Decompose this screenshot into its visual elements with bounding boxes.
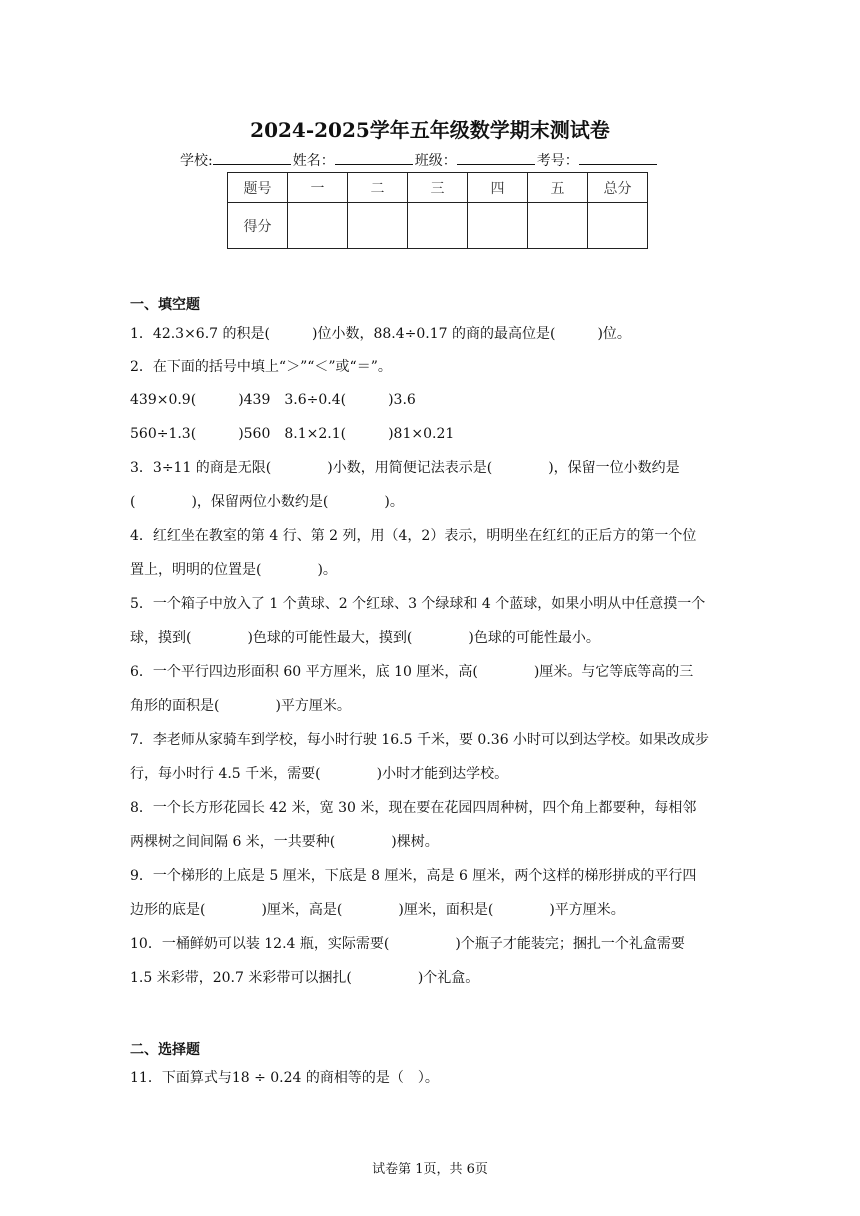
question-line bbox=[130, 797, 730, 817]
question-line bbox=[130, 323, 730, 343]
question-text: )，保留两位小数约是( bbox=[191, 494, 329, 510]
score-header-cell: 题号 bbox=[228, 173, 288, 203]
question-text: 9．一个梯形的上底是 5 厘米，下底是 8 厘米，高是 6 厘米，两个这样的梯形拼成的平行四 bbox=[130, 868, 697, 884]
student-info-line bbox=[180, 150, 700, 170]
score-table-score-row bbox=[228, 203, 648, 249]
question-text: )色球的可能性最小。 bbox=[468, 630, 600, 646]
question-text: 置上，明明的位置是( bbox=[130, 562, 262, 578]
question-text: 球，摸到( bbox=[130, 630, 192, 646]
question-line bbox=[130, 627, 730, 647]
question-line bbox=[130, 899, 730, 919]
question-line bbox=[130, 967, 730, 987]
score-cell[interactable] bbox=[408, 203, 468, 249]
question-text: 3．3÷11 的商是无限( bbox=[130, 460, 272, 476]
score-cell[interactable] bbox=[588, 203, 648, 249]
question-line bbox=[130, 593, 730, 613]
score-header-cell: 总分 bbox=[588, 173, 648, 203]
question-text: 1．42.3×6.7 的积是( bbox=[130, 326, 270, 342]
class-blank[interactable] bbox=[457, 150, 535, 165]
question-text: 两棵树之间间隔 6 米，一共要种( bbox=[130, 834, 336, 850]
question-line bbox=[130, 933, 730, 953]
question-text: 439×0.9( bbox=[130, 392, 197, 408]
score-header-cell: 一 bbox=[288, 173, 348, 203]
score-cell[interactable] bbox=[468, 203, 528, 249]
question-text: 8．一个长方形花园长 42 米，宽 30 米，现在要在花园四周种树，四个角上都要种，每相邻 bbox=[130, 800, 697, 816]
question-line bbox=[130, 525, 730, 545]
question-text: 11．下面算式与18 ÷ 0.24 的商相等的是（ ）。 bbox=[130, 1070, 439, 1086]
question-line bbox=[130, 661, 730, 681]
name-blank[interactable] bbox=[335, 150, 413, 165]
question-text: 10．一桶鲜奶可以装 12.4 瓶，实际需要( bbox=[130, 936, 390, 952]
question-text: 行，每小时行 4.5 千米，需要( bbox=[130, 766, 321, 782]
section-heading-fill-blank: 一、填空题 bbox=[130, 297, 200, 313]
page-footer: 试卷第 1页，共 6页 bbox=[372, 1162, 488, 1177]
question-text: )。 bbox=[384, 494, 404, 510]
school-label: 学校: bbox=[180, 153, 213, 169]
question-text: )位小数，88.4÷0.17 的商的最高位是( bbox=[312, 326, 556, 342]
question-text: 6．一个平行四边形面积 60 平方厘米，底 10 厘米，高( bbox=[130, 664, 478, 680]
question-line bbox=[130, 356, 730, 376]
question-line bbox=[130, 865, 730, 885]
question-text: )平方厘米。 bbox=[275, 698, 351, 714]
question-line bbox=[130, 389, 730, 409]
score-header-cell: 五 bbox=[528, 173, 588, 203]
name-label: 姓名： bbox=[292, 153, 335, 169]
page-title: 2024-2025学年五年级数学期末测试卷 bbox=[250, 118, 610, 142]
question-text: )位。 bbox=[597, 326, 631, 342]
question-text: )81×0.21 bbox=[388, 426, 455, 442]
question-line bbox=[130, 831, 730, 851]
question-line bbox=[130, 559, 730, 579]
question-text: )厘米，面积是( bbox=[398, 902, 494, 918]
question-text: )棵树。 bbox=[391, 834, 439, 850]
question-text: )色球的可能性最大，摸到( bbox=[247, 630, 413, 646]
question-text: )3.6 bbox=[388, 392, 416, 408]
question-line bbox=[130, 491, 730, 511]
question-text: 边形的底是( bbox=[130, 902, 206, 918]
exam-no-label: 考号： bbox=[536, 153, 579, 169]
question-text: 560÷1.3( bbox=[130, 426, 197, 442]
question-text: 5．一个箱子中放入了 1 个黄球、2 个红球、3 个绿球和 4 个蓝球，如果小明从中任意摸一个 bbox=[130, 596, 706, 612]
score-cell[interactable] bbox=[528, 203, 588, 249]
question-text: )厘米。与它等底等高的三 bbox=[533, 664, 694, 680]
question-text: )560 8.1×2.1( bbox=[238, 426, 347, 442]
score-table-header-row bbox=[228, 173, 648, 203]
question-text: )个瓶子才能装完；捆扎一个礼盒需要 bbox=[455, 936, 685, 952]
exam-no-blank[interactable] bbox=[579, 150, 657, 165]
question-text: 7．李老师从家骑车到学校，每小时行驶 16.5 千米，要 0.36 小时可以到达学校。如果改成步 bbox=[130, 732, 710, 748]
question-text: )，保留一位小数约是 bbox=[548, 460, 680, 476]
question-line bbox=[130, 1067, 730, 1087]
question-text: 角形的面积是( bbox=[130, 698, 220, 714]
question-line bbox=[130, 423, 730, 443]
question-text: ( bbox=[130, 494, 136, 510]
score-header-cell: 二 bbox=[348, 173, 408, 203]
score-header-cell: 三 bbox=[408, 173, 468, 203]
section-heading-multiple-choice: 二、选择题 bbox=[130, 1042, 200, 1058]
question-text: )厘米，高是( bbox=[261, 902, 343, 918]
question-line bbox=[130, 729, 730, 749]
question-text: )小数，用简便记法表示是( bbox=[327, 460, 493, 476]
score-table bbox=[227, 172, 648, 249]
question-text: )个礼盒。 bbox=[417, 970, 480, 986]
question-text: )小时才能到达学校。 bbox=[376, 766, 509, 782]
score-cell[interactable] bbox=[348, 203, 408, 249]
question-text: 1.5 米彩带，20.7 米彩带可以捆扎( bbox=[130, 970, 352, 986]
question-text: )。 bbox=[317, 562, 337, 578]
question-line bbox=[130, 457, 730, 477]
question-text: )平方厘米。 bbox=[549, 902, 625, 918]
question-line bbox=[130, 695, 730, 715]
question-line bbox=[130, 763, 730, 783]
school-blank[interactable] bbox=[213, 150, 291, 165]
score-header-cell: 四 bbox=[468, 173, 528, 203]
question-text: 4．红红坐在教室的第 4 行、第 2 列，用（4，2）表示，明明坐在红红的正后方的第一个位 bbox=[130, 528, 697, 544]
class-label: 班级： bbox=[414, 153, 457, 169]
question-text: 2．在下面的括号中填上“＞”“＜”或“＝”。 bbox=[130, 359, 392, 375]
score-cell[interactable] bbox=[288, 203, 348, 249]
question-text: )439 3.6÷0.4( bbox=[238, 392, 347, 408]
score-row-label: 得分 bbox=[228, 203, 288, 249]
